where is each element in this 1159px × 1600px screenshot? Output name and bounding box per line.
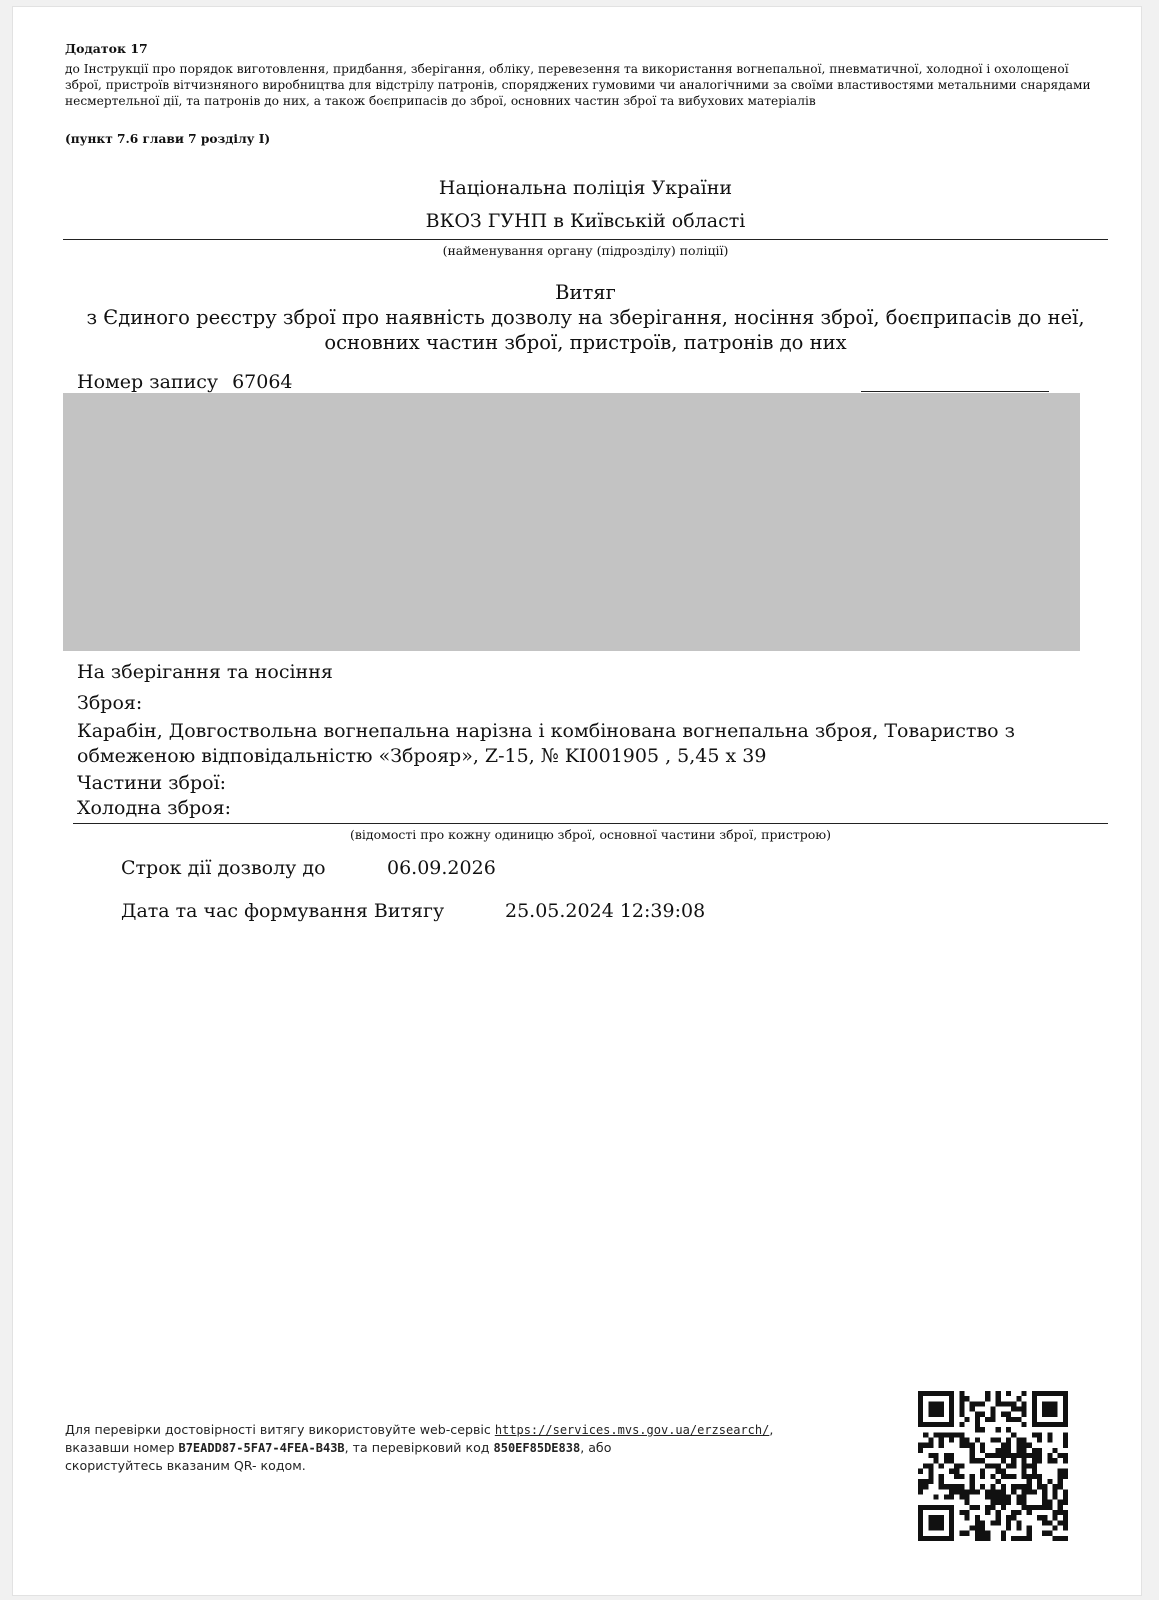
verification-text-3: вказавши номер	[65, 1440, 179, 1455]
authority-caption: (найменування органу (підрозділу) поліції)	[442, 243, 729, 258]
record-divider	[861, 391, 1049, 392]
verification-link[interactable]: https://services.mvs.gov.ua/erzsearch/	[494, 1423, 770, 1437]
authority-line-2: ВКОЗ ГУНП в Київській області	[425, 210, 746, 232]
validity-value: 06.09.2026	[387, 857, 496, 879]
verification-number: B7EADD87-5FA7-4FEA-B43B	[178, 1441, 345, 1455]
document-title: Витяг	[555, 281, 616, 304]
document-subtitle: з Єдиного реєстру зброї про наявність дозволу на зберігання, носіння зброї, боєприпасів до неї, основних частин зброї, пристроїв, патронів до них	[86, 306, 1085, 354]
weapon-label: Зброя:	[77, 692, 143, 714]
verification-text-6: скористуйтесь вказаним QR- кодом.	[65, 1458, 306, 1473]
weapon-parts-label: Частини зброї:	[77, 772, 227, 794]
record-number-label: Номер запису	[77, 371, 219, 393]
annex-title: Додаток 17	[65, 41, 148, 56]
qr-code-icon	[918, 1391, 1068, 1541]
annex-body: до Інструкції про порядок виготовлення, придбання, зберігання, обліку, перевезення та використання вогнепальної, пневматичної, холодної і охолощеної зброї, пристроїв вітчизняного виробництва для відстрілу патронів, споряджених гумовими чи аналогічними за своїми властивостями метальними снарядами несмертельної дії, та патронів до них, а також боєприпасів до зброї, основних частин зброї та вибухових матеріалів	[65, 62, 1091, 108]
verification-code: 850EF85DE838	[493, 1441, 581, 1455]
permit-caption: (відомості про кожну одиницю зброї, основної частини зброї, пристрою)	[349, 827, 832, 842]
permit-purpose: На зберігання та носіння	[77, 661, 333, 683]
verification-text-4: , та перевірковий код	[344, 1440, 494, 1455]
weapon-value: Карабін, Довгоствольна вогнепальна нарізна і комбінована вогнепальна зброя, Товариство з обмеженою відповідальністю «Зброяр», Z-15, № KI001905 , 5,45 х 39	[77, 720, 1015, 767]
cold-weapon-label: Холодна зброя:	[77, 797, 231, 819]
verification-text-2: ,	[769, 1422, 774, 1437]
permit-divider	[73, 823, 1108, 824]
verification-note	[65, 1421, 905, 1474]
generated-value: 25.05.2024 12:39:08	[505, 900, 706, 922]
authority-line-1: Національна поліція України	[438, 177, 733, 199]
generated-label: Дата та час формування Витягу	[121, 900, 445, 922]
annex-reference: (пункт 7.6 глави 7 розділу I)	[65, 132, 271, 146]
document-page	[12, 6, 1142, 1596]
verification-text-5: , або	[580, 1440, 612, 1455]
authority-divider	[63, 239, 1108, 240]
verification-text-1: Для перевірки достовірності витягу використовуйте web-сервіс	[65, 1422, 495, 1437]
redacted-block	[63, 393, 1080, 651]
record-number-row	[77, 371, 293, 393]
validity-label: Строк дії дозволу до	[121, 857, 326, 879]
record-number-value: 67064	[232, 371, 293, 393]
